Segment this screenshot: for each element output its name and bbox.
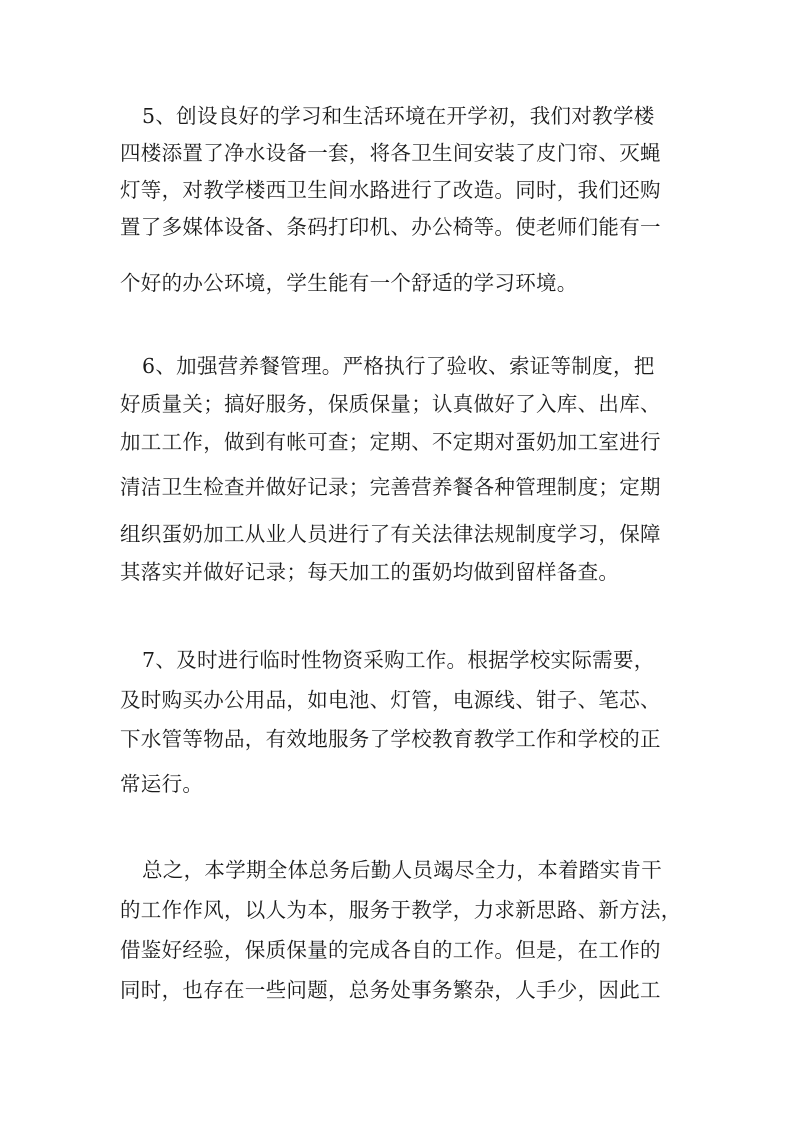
paragraph-6-line-1: 6、加强营养餐管理。严格执行了验收、索证等制度，把 <box>142 354 655 378</box>
paragraph-7-line-1: 7、及时进行临时性物资采购工作。根据学校实际需要， <box>142 648 655 672</box>
paragraph-6-line-3: 加工工作，做到有帐可查；定期、不定期对蛋奶加工室进行 <box>120 430 661 454</box>
summary-line-4: 同时，也存在一些问题，总务处事务繁杂，人手少，因此工 <box>120 978 661 1002</box>
paragraph-7-line-2: 及时购买办公用品，如电池、灯管，电源线、钳子、笔芯、 <box>120 688 661 712</box>
paragraph-6-line-2: 好质量关；搞好服务，保质保量；认真做好了入库、出库、 <box>120 392 661 416</box>
summary-line-3: 借鉴好经验，保质保量的完成各自的工作。但是，在工作的 <box>120 938 661 962</box>
summary-line-1: 总之，本学期全体总务后勤人员竭尽全力，本着踏实肯干 <box>142 858 662 882</box>
paragraph-6-line-5: 组织蛋奶加工从业人员进行了有关法律法规制度学习，保障 <box>120 522 661 546</box>
paragraph-5-line-4: 置了多媒体设备、条码打印机、办公椅等。使老师们能有一 <box>120 215 661 239</box>
paragraph-6-line-4: 清洁卫生检查并做好记录；完善营养餐各种管理制度；定期 <box>120 475 661 499</box>
summary-line-2: 的工作作风，以人为本，服务于教学，力求新思路、新方法， <box>120 898 682 922</box>
paragraph-6-line-6: 其落实并做好记录；每天加工的蛋奶均做到留样备查。 <box>120 560 620 584</box>
paragraph-5-line-2: 四楼添置了净水设备一套，将各卫生间安装了皮门帘、灭蝇 <box>120 141 661 165</box>
paragraph-5-line-3: 灯等，对教学楼西卫生间水路进行了改造。同时，我们还购 <box>120 178 661 202</box>
paragraph-5-line-1: 5、创设良好的学习和生活环境在开学初，我们对教学楼 <box>142 104 655 128</box>
paragraph-5-line-5: 个好的办公环境，学生能有一个舒适的学习环境。 <box>120 271 578 295</box>
paragraph-7-line-4: 常运行。 <box>120 772 204 796</box>
paragraph-7-line-3: 下水管等物品，有效地服务了学校教育教学工作和学校的正 <box>120 727 661 751</box>
